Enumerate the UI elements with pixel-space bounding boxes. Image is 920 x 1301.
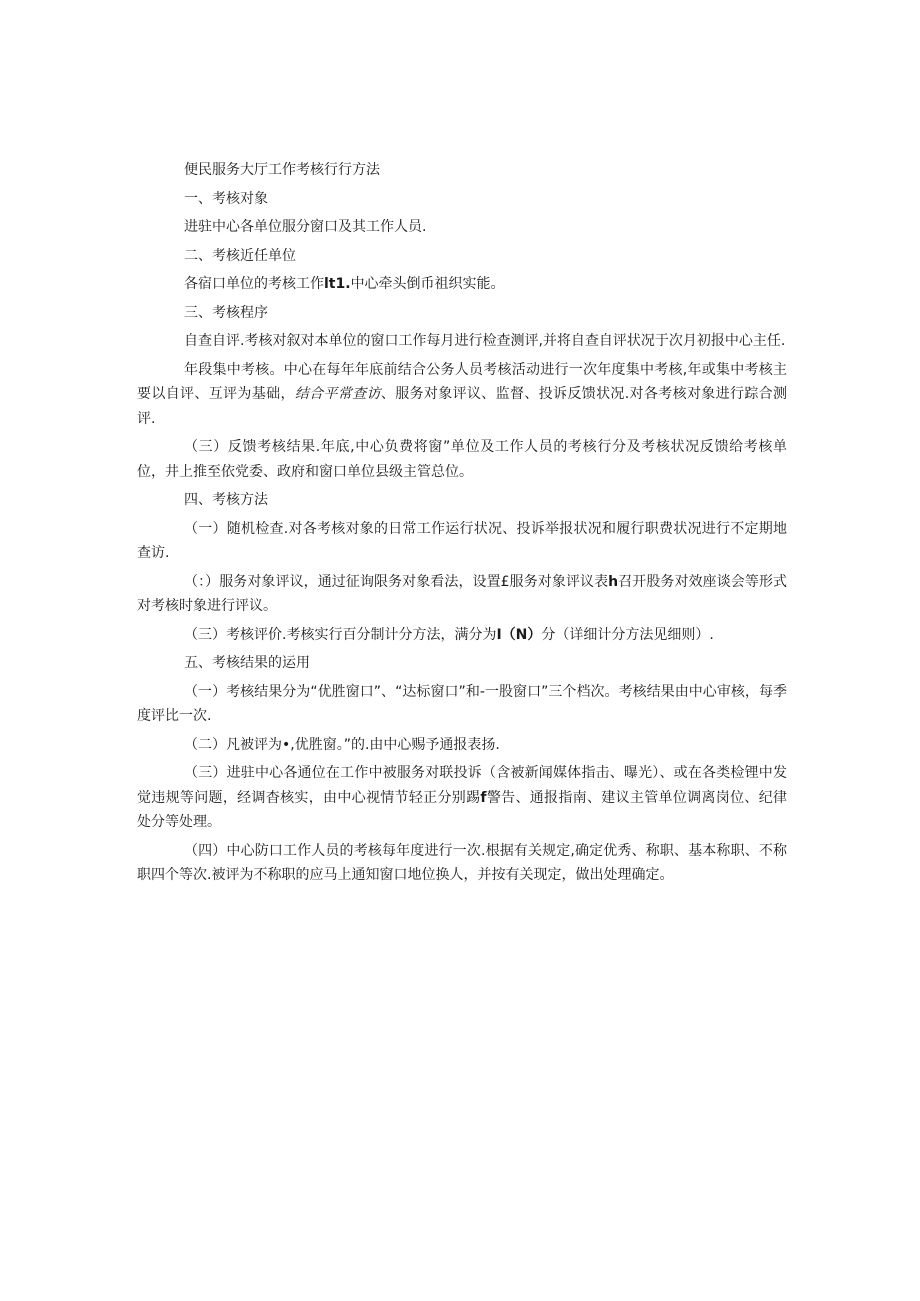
paragraph: 进驻中心各单位服分窗口及其工作人员. <box>184 219 427 235</box>
text-run-bold: I（N） <box>496 626 542 643</box>
paragraph <box>137 623 787 648</box>
paragraph <box>137 570 787 619</box>
section-heading-3: 三、考核程序 <box>184 304 268 321</box>
section-heading-1: 一、考核对象 <box>184 190 268 207</box>
section-heading-5: 五、考核结果的运用 <box>184 655 310 671</box>
text-run: （三）考核评价.考核实行百分制计分方法，满分为 <box>184 626 497 643</box>
paragraph <box>137 272 787 297</box>
text-run: 召开股务对效座谈会等形式对考核时象进行评议。 <box>137 573 788 614</box>
document-title: 便民服务大厅工作考核行行方法 <box>184 162 380 178</box>
text-run: 分（详细计分方法见细则）. <box>541 626 714 643</box>
paragraph: （一）考核结果分为“优胜窗口”、“达标窗口”和-一股窗口”三个档次。考核结果由中心审核，每季度评比一次. <box>137 683 787 724</box>
text-run: 年段集中考核。中心在每年年底前结合公务人员考核活动进行一次年度集中考核,年或集中考核主要以自评、互评为基础， <box>137 361 787 402</box>
paragraph: （四）中心防口工作人员的考核每年度进行一次.根据有关规定,确定优秀、称职、基本称职、不称职四个等次.被评为不称职的应马上通知窗口地位换人，并按有关现定，做出处理确定。 <box>137 842 787 883</box>
paragraph: （三）反馈考核结果.年底,中心负费将窗”单位及工作人员的考核行分及考核状况反馈给考核单位，井上推至依党委、政府和窗口单位县级主管总位。 <box>137 439 787 480</box>
paragraph: 自查自评.考核对叙对本单位的窗口工作每月进行检查测评,并将自查自评状况于次月初报中心主任. <box>184 333 786 349</box>
text-run: （三）进驻中心各通位在工作中被服务对联投诉（含被新闻媒体指击、曝光）、或在各类检锂中发觉违规等问题，经调杳核实，由中心视情节轻正分别踢 <box>137 765 787 806</box>
text-run: 各宿口单位的考核工作 <box>184 276 324 292</box>
text-run-bold: lt1. <box>324 276 351 292</box>
paragraph <box>137 761 787 835</box>
text-run-bold: h <box>608 573 619 590</box>
text-run-italic: 结合平常查访 <box>294 386 381 402</box>
paragraph <box>137 358 787 432</box>
text-run: 、服务对象评议、监督、投诉反馈状况.对各考核对象进行踪合测评. <box>137 386 788 427</box>
text-run: 警告、通报指南、建议主管单位调离岗位、纪律处分等处理。 <box>137 789 788 830</box>
text-run: 中心牵头倒币祖织实能。 <box>350 276 505 292</box>
document-body <box>137 158 787 888</box>
text-run: （：）服务对象评议，通过征询限务对象看法，设置£服务对象评议表 <box>184 573 609 590</box>
section-heading-2: 二、考核近任单位 <box>184 247 296 264</box>
paragraph: （二）凡被评为•,优胜窗。”的.由中心赐予通报表扬. <box>184 736 500 753</box>
section-heading-4: 四、考核方法 <box>184 492 268 508</box>
paragraph: （一）随机检查.对各考核对象的日常工作运行状况、投诉举报状况和履行职费状况进行不定期地查访. <box>137 520 787 561</box>
text-run-bold: f <box>480 789 487 806</box>
